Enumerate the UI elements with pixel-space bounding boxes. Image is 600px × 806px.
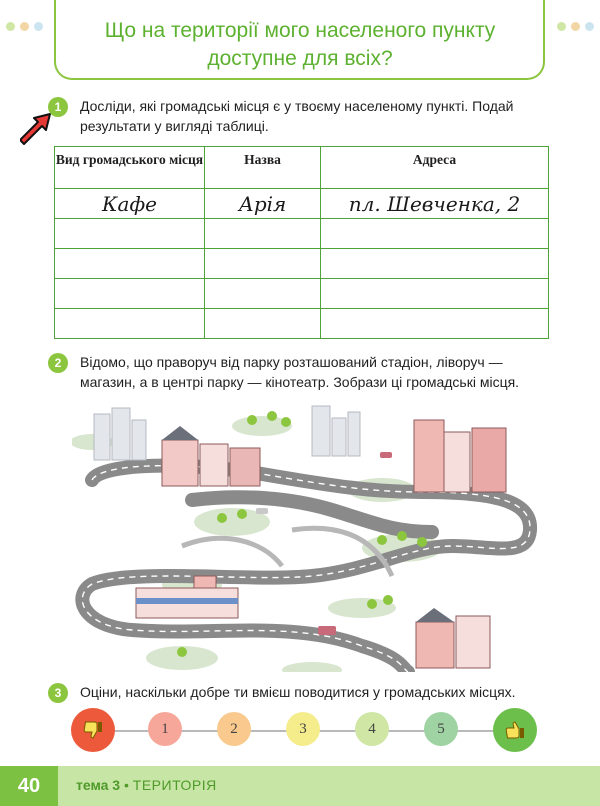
table-cell[interactable] xyxy=(55,249,205,279)
table-cell[interactable] xyxy=(321,309,549,339)
task-2-text: Відомо, що праворуч від парку розташований стадіон, ліворуч — магазин, а в центрі парку — кінотеатр. Зобрази ці громадські місця. xyxy=(80,354,520,390)
table-cell[interactable] xyxy=(205,279,321,309)
town-map-illustration xyxy=(72,400,538,672)
table-cell[interactable]: Арія xyxy=(205,189,321,219)
page-title: Що на території мого населеного пункту доступне для всіх? xyxy=(104,19,496,70)
rating-step-1[interactable]: 1 xyxy=(148,712,182,746)
table-cell[interactable] xyxy=(55,279,205,309)
table-header-address: Адреса xyxy=(321,147,549,189)
table-cell[interactable]: пл. Шевченка, 2 xyxy=(321,189,549,219)
thumb-down-icon xyxy=(81,718,105,742)
table-cell[interactable] xyxy=(321,249,549,279)
table-cell[interactable] xyxy=(321,219,549,249)
rating-step-2[interactable]: 2 xyxy=(217,712,251,746)
table-cell[interactable]: Кафе xyxy=(55,189,205,219)
table-row xyxy=(55,249,549,279)
table-header-name: Назва xyxy=(205,147,321,189)
table-cell[interactable] xyxy=(205,249,321,279)
footer-separator: • xyxy=(123,777,133,793)
rating-thumb-up[interactable] xyxy=(493,708,537,752)
table-row xyxy=(55,189,549,219)
task-2-number: 2 xyxy=(48,353,68,373)
rating-step-3[interactable]: 3 xyxy=(286,712,320,746)
thumb-up-icon xyxy=(503,718,527,742)
table-row xyxy=(55,279,549,309)
table-cell[interactable] xyxy=(55,219,205,249)
table-row xyxy=(55,219,549,249)
rating-thumb-down[interactable] xyxy=(71,708,115,752)
task-3-number: 3 xyxy=(48,683,68,703)
table-cell[interactable] xyxy=(321,279,549,309)
footer-section: ТЕРИТОРІЯ xyxy=(132,777,217,793)
rating-step-4[interactable]: 4 xyxy=(355,712,389,746)
task-3-text: Оціни, наскільки добре ти вмієш поводитися у громадських місцях. xyxy=(80,684,516,700)
public-places-table xyxy=(54,146,549,339)
page-number: 40 xyxy=(0,766,58,806)
table-row xyxy=(55,309,549,339)
rating-step-5[interactable]: 5 xyxy=(424,712,458,746)
task-1-text: Досліди, які громадські місця є у твоєму населеному пункті. Подай результати у вигляді таблиці. xyxy=(80,98,514,134)
table-cell[interactable] xyxy=(205,219,321,249)
table-cell[interactable] xyxy=(55,309,205,339)
task-1-number: 1 xyxy=(48,97,68,117)
footer-topic xyxy=(76,777,217,793)
table-header-type: Вид громадського місця xyxy=(55,147,205,189)
footer-topic-label: тема 3 xyxy=(76,777,121,793)
table-cell[interactable] xyxy=(205,309,321,339)
